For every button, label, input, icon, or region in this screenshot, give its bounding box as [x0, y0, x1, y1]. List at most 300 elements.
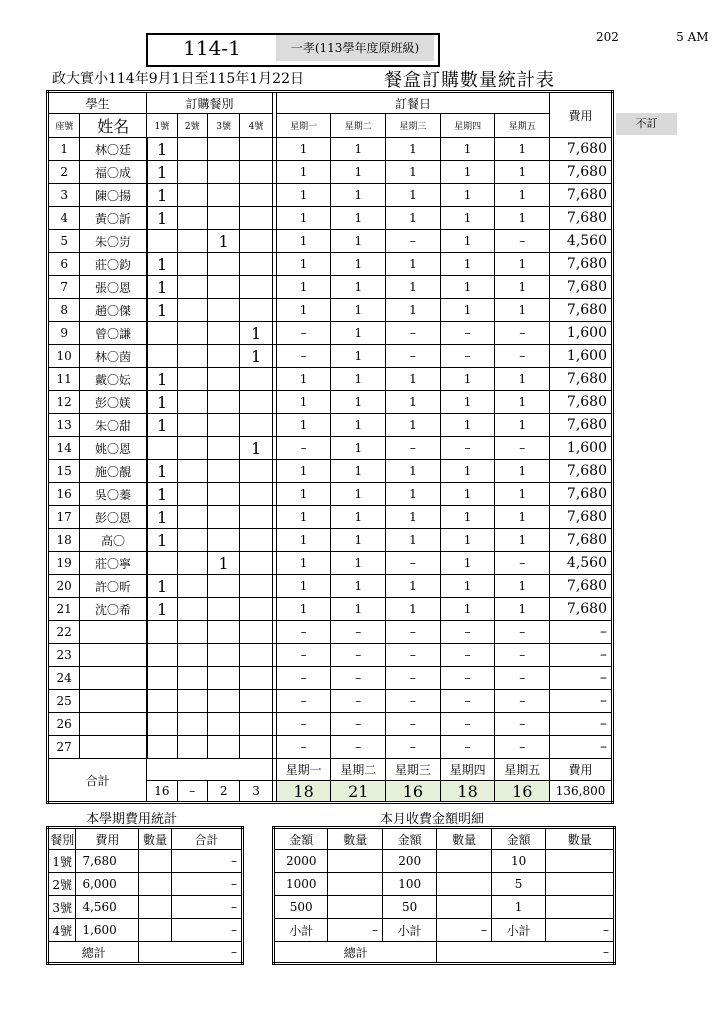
weekday-header: 星期四: [440, 114, 495, 138]
day-mark: 1: [440, 253, 495, 276]
table-row: [48, 322, 613, 345]
table-row: [48, 299, 613, 322]
student-fee: –: [550, 621, 613, 644]
day-total: 16: [386, 781, 441, 803]
day-mark: –: [386, 230, 441, 253]
student-name: 張〇恩: [80, 276, 147, 299]
no-order-label: 不訂: [616, 113, 677, 135]
weekday-header: 星期一: [276, 114, 331, 138]
weekday-total-label: 星期二: [331, 759, 386, 781]
meal-count: [207, 575, 239, 598]
page-title: 餐盒訂購數量統計表: [384, 70, 555, 91]
day-mark: 1: [440, 184, 495, 207]
day-mark: 1: [495, 598, 550, 621]
meal-total: –: [171, 919, 242, 942]
meal-type: 4號: [48, 919, 76, 942]
denomination-count: –: [437, 919, 491, 942]
day-mark: –: [386, 736, 441, 759]
denomination: 500: [274, 896, 328, 919]
table-row: [48, 644, 613, 667]
day-mark: 1: [331, 391, 386, 414]
seat-number: 25: [48, 690, 80, 713]
weekday-total-label: 星期五: [495, 759, 550, 781]
day-mark: 1: [440, 207, 495, 230]
day-mark: –: [495, 437, 550, 460]
seat-number: 16: [48, 483, 80, 506]
meal-count: [207, 299, 239, 322]
meal-count: 1: [147, 391, 177, 414]
meal-count: 1: [147, 184, 177, 207]
meal-total: –: [171, 896, 242, 919]
meal-count: [147, 736, 177, 759]
meal-count: [240, 506, 272, 529]
seat-number: 23: [48, 644, 80, 667]
day-mark: –: [440, 437, 495, 460]
meal-count: [177, 184, 207, 207]
student-name: 沈〇希: [80, 598, 147, 621]
denomination-count: [546, 873, 615, 896]
class-code: 114-1: [148, 35, 277, 61]
meal-type-header: 3號: [207, 114, 239, 138]
student-name: [80, 713, 147, 736]
summary-row: [48, 873, 243, 896]
meal-count: [177, 621, 207, 644]
cash-header: 金額: [491, 828, 545, 850]
seat-number: 20: [48, 575, 80, 598]
meal-count: [240, 713, 272, 736]
day-mark: –: [386, 345, 441, 368]
student-fee: 7,680: [550, 299, 613, 322]
day-mark: 1: [386, 529, 441, 552]
day-mark: 1: [331, 368, 386, 391]
day-mark: –: [495, 322, 550, 345]
day-mark: 1: [440, 138, 495, 161]
denomination-count: [437, 850, 491, 873]
table-row: [48, 460, 613, 483]
day-mark: –: [386, 713, 441, 736]
day-mark: –: [440, 736, 495, 759]
day-mark: 1: [495, 391, 550, 414]
meal-count: [177, 253, 207, 276]
day-mark: –: [495, 345, 550, 368]
student-fee: 7,680: [550, 138, 613, 161]
day-mark: –: [440, 345, 495, 368]
table-row: [48, 207, 613, 230]
denomination-count: [328, 850, 382, 873]
totals-label: 合計: [48, 759, 147, 803]
day-mark: 1: [440, 368, 495, 391]
day-mark: 1: [386, 253, 441, 276]
day-mark: –: [495, 713, 550, 736]
cash-row: [274, 850, 615, 873]
day-total: 18: [276, 781, 331, 803]
day-mark: 1: [495, 460, 550, 483]
meal-count: [240, 552, 272, 575]
meal-count: [177, 161, 207, 184]
meal-type-header: 1號: [147, 114, 177, 138]
day-mark: –: [386, 690, 441, 713]
meal-count: 1: [147, 460, 177, 483]
student-name: 戴〇妘: [80, 368, 147, 391]
meal-count: [207, 207, 239, 230]
day-mark: 1: [276, 506, 331, 529]
day-mark: 1: [386, 138, 441, 161]
day-mark: 1: [276, 184, 331, 207]
meal-count: [240, 253, 272, 276]
day-mark: –: [495, 667, 550, 690]
cash-rows: [274, 850, 615, 942]
day-mark: 1: [331, 207, 386, 230]
day-mark: 1: [495, 184, 550, 207]
student-fee: 7,680: [550, 207, 613, 230]
meal-count: [177, 368, 207, 391]
day-mark: 1: [386, 207, 441, 230]
meal-count: [207, 667, 239, 690]
meal-count: [240, 161, 272, 184]
meal-count: [177, 299, 207, 322]
student-name: 福〇成: [80, 161, 147, 184]
day-mark: 1: [440, 483, 495, 506]
fee-grand-total: 136,800: [550, 781, 613, 803]
day-mark: 1: [276, 138, 331, 161]
day-mark: 1: [386, 368, 441, 391]
seat-number: 7: [48, 276, 80, 299]
meal-count: [177, 138, 207, 161]
day-mark: 1: [440, 598, 495, 621]
student-fee: –: [550, 713, 613, 736]
denomination-count: –: [328, 919, 382, 942]
seat-number: 1: [48, 138, 80, 161]
meal-count: [240, 184, 272, 207]
student-fee: 7,680: [550, 161, 613, 184]
day-mark: 1: [276, 276, 331, 299]
meal-count: [177, 690, 207, 713]
day-mark: –: [331, 621, 386, 644]
day-mark: 1: [276, 460, 331, 483]
day-mark: –: [331, 667, 386, 690]
student-fee: –: [550, 690, 613, 713]
meal-qty: [139, 850, 172, 873]
student-fee: 7,680: [550, 414, 613, 437]
day-mark: 1: [276, 207, 331, 230]
day-mark: 1: [495, 483, 550, 506]
cash-row: [274, 873, 615, 896]
cash-header: 數量: [437, 828, 491, 850]
meal-count: [207, 644, 239, 667]
meal-count: [147, 621, 177, 644]
day-mark: 1: [331, 230, 386, 253]
meal-type-header: 4號: [240, 114, 272, 138]
summary-grand-total: –: [139, 942, 243, 964]
denomination-count: –: [546, 919, 615, 942]
table-row: [48, 621, 613, 644]
day-mark: 1: [331, 575, 386, 598]
seat-number: 24: [48, 667, 80, 690]
meal-count: [207, 138, 239, 161]
meal-count: [240, 230, 272, 253]
day-mark: 1: [331, 529, 386, 552]
cash-header: 數量: [328, 828, 382, 850]
student-name: 林〇茵: [80, 345, 147, 368]
student-name: [80, 736, 147, 759]
day-mark: 1: [276, 529, 331, 552]
meal-count: [240, 299, 272, 322]
day-mark: 1: [495, 506, 550, 529]
day-mark: 1: [331, 184, 386, 207]
meal-count: [240, 460, 272, 483]
cash-grand-label: 總計: [274, 942, 437, 964]
day-mark: –: [276, 437, 331, 460]
seat-number: 5: [48, 230, 80, 253]
denomination: 10: [491, 850, 545, 873]
student-fee: 7,680: [550, 253, 613, 276]
day-mark: 1: [331, 253, 386, 276]
day-mark: 1: [276, 299, 331, 322]
meal-count: [207, 598, 239, 621]
day-mark: 1: [386, 575, 441, 598]
student-name: 黃〇訢: [80, 207, 147, 230]
day-mark: 1: [276, 230, 331, 253]
day-mark: 1: [276, 161, 331, 184]
day-mark: 1: [331, 138, 386, 161]
cash-header: 數量: [546, 828, 615, 850]
denomination: 5: [491, 873, 545, 896]
day-mark: 1: [386, 391, 441, 414]
meal-type: 1號: [48, 850, 76, 873]
day-mark: 1: [440, 552, 495, 575]
meal-count: 1: [240, 345, 272, 368]
meal-count: [240, 414, 272, 437]
semester-summary-table: [46, 826, 244, 965]
day-mark: –: [440, 322, 495, 345]
meal-count: 1: [147, 161, 177, 184]
meal-count: [177, 322, 207, 345]
meal-count: [147, 322, 177, 345]
meal-count: [177, 345, 207, 368]
meal-count: 1: [147, 575, 177, 598]
meal-count: [207, 437, 239, 460]
meal-total: 2: [207, 781, 239, 803]
meal-total: –: [171, 873, 242, 896]
meal-count: [207, 713, 239, 736]
day-mark: –: [331, 690, 386, 713]
day-mark: 1: [440, 414, 495, 437]
summary-header: 合計: [171, 828, 242, 850]
student-name: 莊〇鈞: [80, 253, 147, 276]
day-mark: 1: [440, 391, 495, 414]
day-mark: 1: [276, 391, 331, 414]
meal-type-header: 2號: [177, 114, 207, 138]
class-box: [146, 33, 440, 67]
denomination-count: [328, 896, 382, 919]
student-fee: –: [550, 644, 613, 667]
student-fee: 4,560: [550, 552, 613, 575]
day-mark: 1: [495, 299, 550, 322]
table-row: [48, 713, 613, 736]
meal-count: [240, 483, 272, 506]
meal-fee: 1,600: [76, 919, 139, 942]
order-group-header: 訂購餐別: [147, 92, 273, 114]
day-mark: –: [276, 713, 331, 736]
student-name: 朱〇岃: [80, 230, 147, 253]
meal-count: [177, 644, 207, 667]
table-row: [48, 552, 613, 575]
meal-fee: 7,680: [76, 850, 139, 873]
day-mark: 1: [495, 368, 550, 391]
semester-summary-title: 本學期費用統計: [86, 812, 178, 827]
day-mark: –: [276, 322, 331, 345]
meal-count: 1: [147, 138, 177, 161]
meal-count: 1: [240, 437, 272, 460]
day-mark: 1: [386, 506, 441, 529]
day-mark: 1: [331, 299, 386, 322]
student-name: [80, 690, 147, 713]
meal-count: [240, 690, 272, 713]
day-mark: 1: [386, 276, 441, 299]
summary-row: [48, 919, 243, 942]
table-row: [48, 414, 613, 437]
day-mark: 1: [495, 529, 550, 552]
student-name: [80, 644, 147, 667]
student-name: [80, 667, 147, 690]
meal-count: [207, 391, 239, 414]
student-fee: 7,680: [550, 368, 613, 391]
day-mark: 1: [331, 414, 386, 437]
meal-count: 1: [207, 230, 239, 253]
seat-number: 14: [48, 437, 80, 460]
table-row: [48, 690, 613, 713]
meal-count: [240, 621, 272, 644]
meal-count: 1: [147, 529, 177, 552]
meal-count: [177, 713, 207, 736]
seat-number: 15: [48, 460, 80, 483]
day-group-header: 訂餐日: [276, 92, 549, 114]
day-total: 21: [331, 781, 386, 803]
meal-count: [177, 437, 207, 460]
meal-count: [240, 736, 272, 759]
denomination: 100: [382, 873, 436, 896]
day-mark: –: [495, 644, 550, 667]
student-name: 林〇廷: [80, 138, 147, 161]
student-rows: [48, 138, 613, 759]
day-mark: –: [440, 713, 495, 736]
day-mark: 1: [386, 598, 441, 621]
day-mark: –: [276, 621, 331, 644]
day-total: 18: [440, 781, 495, 803]
day-mark: 1: [386, 299, 441, 322]
day-mark: –: [386, 644, 441, 667]
meal-count: 1: [240, 322, 272, 345]
meal-count: [207, 690, 239, 713]
table-row: [48, 253, 613, 276]
seat-number: 11: [48, 368, 80, 391]
meal-count: [177, 391, 207, 414]
meal-count: [207, 414, 239, 437]
table-row: [48, 161, 613, 184]
day-mark: 1: [331, 598, 386, 621]
day-mark: 1: [386, 483, 441, 506]
day-mark: –: [386, 552, 441, 575]
meal-count: [240, 644, 272, 667]
day-mark: 1: [440, 230, 495, 253]
meal-count: [207, 161, 239, 184]
student-fee: 7,680: [550, 276, 613, 299]
meal-count: [147, 644, 177, 667]
meal-count: [207, 460, 239, 483]
day-mark: –: [331, 644, 386, 667]
day-mark: 1: [331, 552, 386, 575]
table-row: [48, 368, 613, 391]
meal-count: [177, 575, 207, 598]
student-fee: 1,600: [550, 322, 613, 345]
print-timestamp: 202 5 AM: [596, 30, 709, 44]
day-mark: –: [386, 437, 441, 460]
weekday-total-label: 星期一: [276, 759, 331, 781]
cash-header: 金額: [382, 828, 436, 850]
day-mark: 1: [276, 414, 331, 437]
seat-number: 9: [48, 322, 80, 345]
day-mark: 1: [386, 460, 441, 483]
student-fee: 7,680: [550, 529, 613, 552]
meal-count: 1: [147, 253, 177, 276]
day-mark: –: [440, 644, 495, 667]
student-group-header: 學生: [48, 92, 147, 114]
day-mark: –: [440, 690, 495, 713]
meal-count: [147, 667, 177, 690]
meal-count: 1: [147, 299, 177, 322]
student-name: 趙〇傑: [80, 299, 147, 322]
meal-count: [147, 552, 177, 575]
meal-count: [177, 736, 207, 759]
meal-qty: [139, 873, 172, 896]
day-mark: –: [440, 667, 495, 690]
meal-count: 1: [147, 414, 177, 437]
seat-number: 2: [48, 161, 80, 184]
meal-count: [240, 138, 272, 161]
fee-header: 費用: [550, 92, 613, 138]
student-name: 姚〇恩: [80, 437, 147, 460]
class-note: 一孝(113學年度原班級): [276, 35, 434, 61]
meal-total: –: [177, 781, 207, 803]
meal-count: [177, 460, 207, 483]
meal-count: 1: [147, 598, 177, 621]
day-mark: 1: [331, 437, 386, 460]
day-mark: 1: [440, 299, 495, 322]
table-row: [48, 667, 613, 690]
day-mark: –: [495, 690, 550, 713]
day-mark: 1: [440, 460, 495, 483]
meal-count: [240, 667, 272, 690]
meal-count: [177, 276, 207, 299]
weekday-header: 星期五: [495, 114, 550, 138]
student-fee: 4,560: [550, 230, 613, 253]
cash-row: [274, 919, 615, 942]
denomination: 1000: [274, 873, 328, 896]
cash-row: [274, 896, 615, 919]
student-name: 施〇靚: [80, 460, 147, 483]
student-fee: –: [550, 736, 613, 759]
seat-number: 26: [48, 713, 80, 736]
table-row: [48, 598, 613, 621]
table-row: [48, 575, 613, 598]
day-mark: 1: [331, 460, 386, 483]
student-name: 吳〇蓁: [80, 483, 147, 506]
meal-count: [207, 253, 239, 276]
denomination: 1: [491, 896, 545, 919]
meal-count: [147, 690, 177, 713]
denomination-count: [546, 850, 615, 873]
table-row: [48, 138, 613, 161]
